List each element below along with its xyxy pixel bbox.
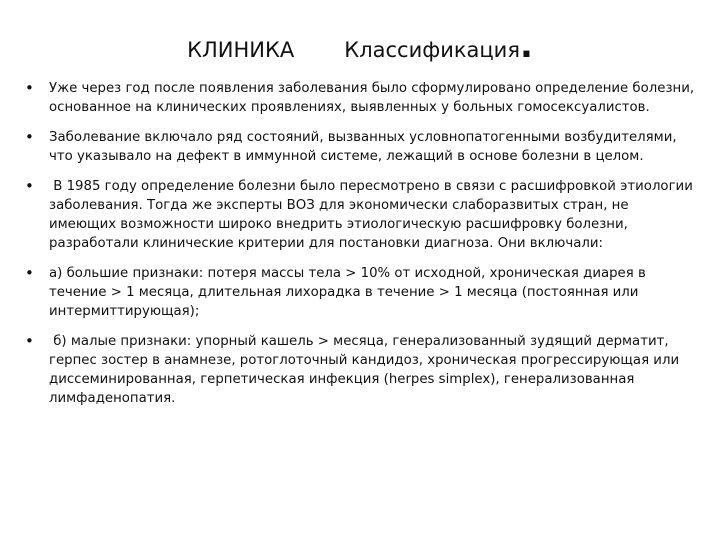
slide-title bbox=[0, 26, 720, 66]
bullet-text: б) малые признаки: упорный кашель > месяца, генерализованный зудящий дерматит, герпес зостер в анамнезе, ротоглоточный кандидоз, хроническая прогрессирующая или диссеминированная, герпетическая инфекция (herpes simplex), генерализованная лимфаденопатия. bbox=[49, 334, 684, 406]
title-dot: . bbox=[519, 26, 533, 66]
bullet-item-definition bbox=[25, 79, 695, 117]
bullet-icon: • bbox=[25, 332, 34, 350]
bullet-icon: • bbox=[25, 79, 34, 97]
bullet-icon: • bbox=[25, 128, 34, 146]
bullet-item-1985 bbox=[25, 177, 698, 253]
bullet-icon: • bbox=[25, 264, 34, 282]
bullet-icon: • bbox=[25, 177, 34, 195]
bullet-list bbox=[25, 79, 698, 419]
bullet-text: Заболевание включало ряд состояний, вызванных условнопатогенными возбудителями, что указывало на дефект в иммунной системе, лежащий в основе болезни в целом. bbox=[49, 130, 677, 164]
bullet-text: В 1985 году определение болезни было пересмотрено в связи с расшифровкой этиологии заболевания. Тогда же эксперты ВОЗ для экономически слаборазвитых стран, не имеющих возможности широко внедрить этиологическую расшифровку болезни, разработали клинические критерии для постановки диагноза. Они включали: bbox=[49, 179, 698, 251]
bullet-text: Уже через год после появления заболевания было сформулировано определение болезни, основанное на клинических проявлениях, выявленных у больных гомосексуалистов. bbox=[49, 81, 695, 115]
title-clinic: КЛИНИКА bbox=[187, 38, 295, 62]
bullet-item-conditions bbox=[25, 128, 695, 166]
title-classification: Классификация bbox=[344, 38, 520, 62]
bullet-text: а) большие признаки: потеря массы тела > 10% от исходной, хроническая диарея в течение > 1 месяца, длительная лихорадка в течение > 1 месяца (постоянная или интермиттирующая); bbox=[49, 266, 646, 319]
bullet-item-minor-signs bbox=[25, 332, 695, 408]
bullet-item-major-signs bbox=[25, 264, 695, 321]
